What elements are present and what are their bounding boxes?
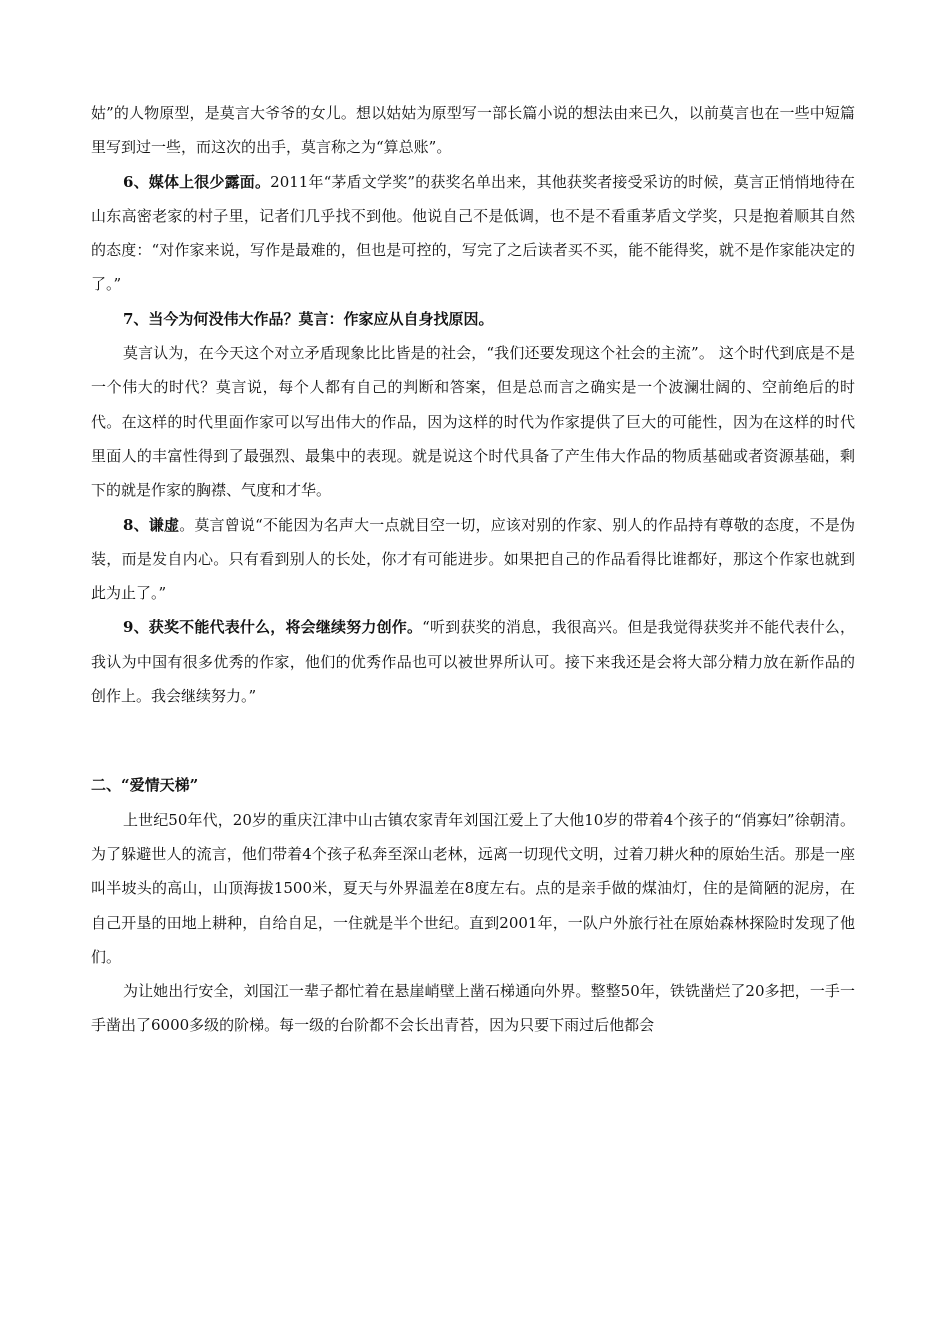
paragraph-item-8 [91, 508, 855, 611]
document-page [91, 96, 855, 1043]
item-6-heading: 6、媒体上很少露面。 [123, 172, 271, 191]
paragraph-item-9 [91, 610, 855, 713]
section-2-heading: 二、“爱情天梯” [91, 776, 199, 795]
item-9-body: “听到获奖的消息，我很高兴。但是我觉得获奖并不能代表什么，我认为中国有很多优秀的作家，他们的优秀作品也可以被世界所认可。接下来我还是会将大部分精力放在新作品的创作上。我会继续努力。” [91, 618, 855, 706]
section-spacer [91, 713, 855, 768]
paragraph-item-7-heading: 7、当今为何没伟大作品？莫言：作家应从自身找原因。 [123, 309, 494, 328]
paragraph-item-6 [91, 165, 855, 302]
item-9-heading: 9、获奖不能代表什么，将会继续努力创作。 [123, 618, 423, 637]
item-8-body: 。莫言曾说“不能因为名声大一点就目空一切，应该对别的作家、别人的作品持有尊敬的态度，不是伪装，而是发自内心。只有看到别人的长处，你才有可能进步。如果把自己的作品看得比谁都好，那这个作家也就到此为止了。” [91, 515, 855, 603]
item-6-body: 2011年“茅盾文学奖”的获奖名单出来，其他获奖者接受采访的时候，莫言正悄悄地待在山东高密老家的村子里，记者们几乎找不到他。他说自己不是低调，也不是不看重茅盾文学奖，只是抱着顺其自然的态度：“对作家来说，写作是最难的，但也是可控的，写完了之后读者买不买，能不能得奖，就不是作家能决定的了。” [91, 172, 855, 294]
section-2-paragraph-1: 上世纪50年代，20岁的重庆江津中山古镇农家青年刘国江爱上了大他10岁的带着4个孩子的“俏寡妇”徐朝清。为了躲避世人的流言，他们带着4个孩子私奔至深山老林，远离一切现代文明，过着刀耕火种的原始生活。那是一座叫半坡头的高山，山顶海拔1500米，夏天与外界温差在8度左右。点的是亲手做的煤油灯，住的是简陋的泥房，在自己开垦的田地上耕种，自给自足，一住就是半个世纪。直到2001年，一队户外旅行社在原始森林探险时发现了他们。 [91, 810, 855, 966]
paragraph-continued: 姑”的人物原型，是莫言大爷爷的女儿。想以姑姑为原型写一部长篇小说的想法由来已久，以前莫言也在一些中短篇里写到过一些，而这次的出手，莫言称之为“算总账”。 [91, 104, 855, 157]
paragraph-item-7-body: 莫言认为，在今天这个对立矛盾现象比比皆是的社会，“我们还要发现这个社会的主流”。 这个时代到底是不是一个伟大的时代？莫言说，每个人都有自己的判断和答案，但是总而言之确实是一个波澜壮阔的、空前绝后的时代。在这样的时代里面作家可以写出伟大的作品，因为这样的时代为作家提供了巨大的可能性，因为在这样的时代里面人的丰富性得到了最强烈、最集中的表现。就是说这个时代具备了产生伟大作品的物质基础或者资源基础，剩下的就是作家的胸襟、气度和才华。 [91, 344, 855, 500]
item-8-heading: 8、谦虚 [123, 515, 180, 534]
section-2-paragraph-2: 为让她出行安全，刘国江一辈子都忙着在悬崖峭壁上凿石梯通向外界。整整50年，铁铣凿烂了20多把，一手一手凿出了6000多级的阶梯。每一级的台阶都不会长出青苔，因为只要下雨过后他都会 [91, 982, 855, 1035]
